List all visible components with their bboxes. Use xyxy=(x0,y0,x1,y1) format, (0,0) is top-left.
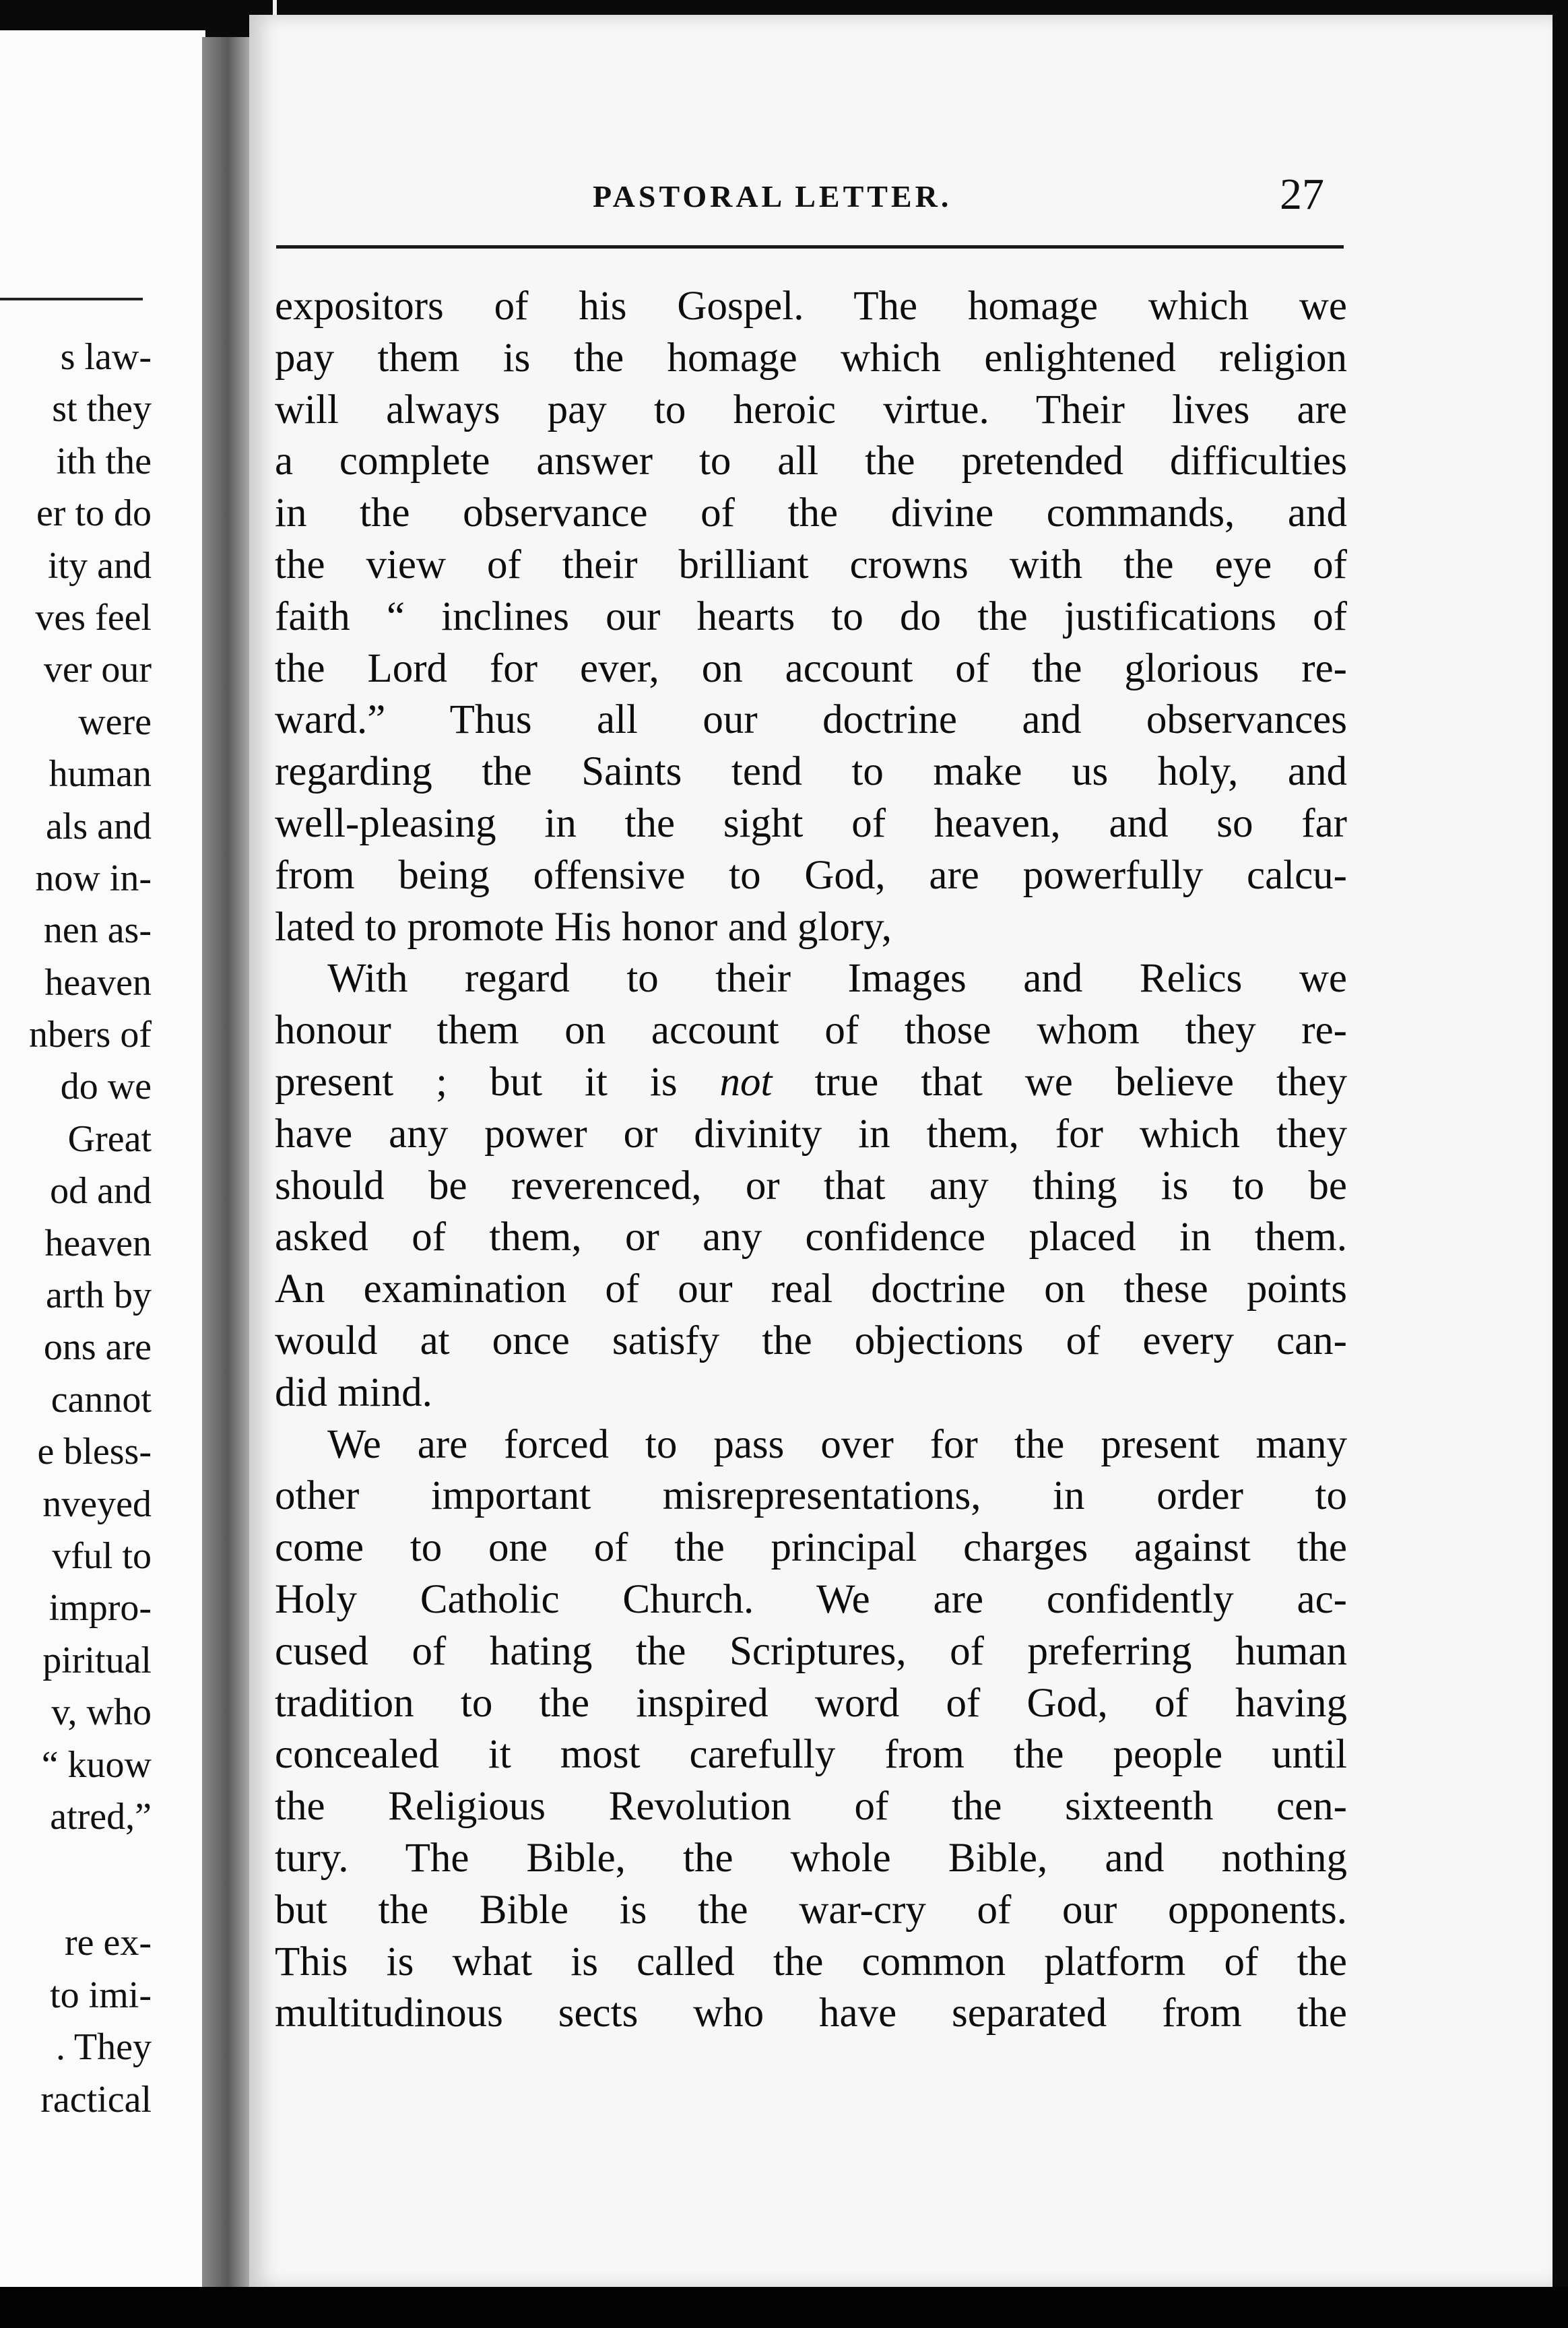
text-line: lated to promote His honor and glory, xyxy=(275,904,892,950)
facing-line: ver our xyxy=(43,649,152,691)
text-line: expositors of his Gospel. The homage which we xyxy=(275,284,1347,329)
header-rule xyxy=(276,245,1344,249)
text-line: the Lord for ever, on account of the glorious re- xyxy=(275,645,1347,691)
text-line: With regard to their Images and Relics we xyxy=(327,956,1347,1002)
text-line: This is what is called the common platform of the xyxy=(275,1939,1347,1984)
facing-line: “ kuow xyxy=(41,1743,152,1786)
facing-line: arth by xyxy=(45,1274,152,1317)
text-line: will always pay to heroic virtue. Their lives are xyxy=(275,387,1347,432)
text-line: have any power or divinity in them, for which they xyxy=(275,1111,1347,1157)
scan-bottom-edge xyxy=(0,2287,1568,2328)
facing-line: atred,” xyxy=(50,1795,152,1838)
text-line: a complete answer to all the pretended difficulties xyxy=(275,439,1347,484)
text-line: other important misrepresentations, in order to xyxy=(275,1473,1347,1519)
facing-line: st they xyxy=(52,388,152,430)
facing-paragraph-gap xyxy=(0,1843,152,1917)
facing-line: v, who xyxy=(51,1691,152,1734)
text-line: Holy Catholic Church. We are confidently ac- xyxy=(275,1576,1347,1622)
text-line: asked of them, or any confidence placed in them. xyxy=(275,1215,1347,1260)
text-line: but the Bible is the war-cry of our opponents. xyxy=(275,1887,1347,1933)
text-line: regarding the Saints tend to make us holy, and xyxy=(275,749,1347,795)
facing-line: nbers of xyxy=(29,1014,152,1056)
page-right xyxy=(249,15,1553,2288)
facing-line: piritual xyxy=(42,1639,152,1681)
facing-line: . They xyxy=(55,2026,152,2069)
facing-line: cannot xyxy=(51,1378,152,1421)
emphasis-not: not xyxy=(719,1059,773,1105)
facing-line: er to do xyxy=(36,492,152,535)
facing-line: heaven xyxy=(44,961,152,1004)
facing-line: now in- xyxy=(35,857,152,899)
text-line-with-emphasis xyxy=(275,1057,1347,1109)
facing-line: od and xyxy=(50,1170,152,1212)
text-line: An examination of our real doctrine on these points xyxy=(275,1266,1347,1312)
facing-line: vful to xyxy=(52,1534,152,1577)
facing-page-head-rule xyxy=(0,298,143,300)
running-head xyxy=(249,170,1553,220)
facing-line: were xyxy=(78,701,152,743)
text-line: ward.” Thus all our doctrine and observances xyxy=(275,697,1347,743)
text-fragment: present ; but it is xyxy=(275,1059,720,1105)
facing-line: e bless- xyxy=(37,1431,152,1473)
text-line: from being offensive to God, are powerfully calcu- xyxy=(275,852,1347,898)
facing-line: do we xyxy=(60,1066,152,1108)
text-line: the Religious Revolution of the sixteenth cen- xyxy=(275,1784,1347,1830)
text-line: honour them on account of those whom they re- xyxy=(275,1008,1347,1054)
text-line: concealed it most carefully from the people until xyxy=(275,1732,1347,1778)
facing-line: re ex- xyxy=(64,1922,152,1964)
facing-line: ith the xyxy=(56,440,152,482)
text-line: in the observance of the divine commands, and xyxy=(275,490,1347,536)
text-line: well-pleasing in the sight of heaven, and so far xyxy=(275,800,1347,846)
text-line: come to one of the principal charges against the xyxy=(275,1525,1347,1571)
running-title: PASTORAL LETTER. xyxy=(593,179,952,214)
text-fragment: true that we believe they xyxy=(772,1059,1347,1105)
facing-line: human xyxy=(48,753,152,796)
facing-page-left xyxy=(0,30,205,2287)
facing-line: ractical xyxy=(40,2078,152,2121)
facing-line: nen as- xyxy=(43,909,152,952)
text-line: multitudinous sects who have separated from the xyxy=(275,1991,1347,2036)
text-line: faith “ inclines our hearts to do the justifications of xyxy=(275,593,1347,639)
text-line: tradition to the inspired word of God, of having xyxy=(275,1680,1347,1726)
text-line: tury. The Bible, the whole Bible, and nothing xyxy=(275,1835,1347,1881)
facing-line: Great xyxy=(67,1118,152,1160)
facing-page-text xyxy=(0,331,152,2126)
text-line: the view of their brilliant crowns with the eye of xyxy=(275,542,1347,587)
text-line: We are forced to pass over for the present many xyxy=(327,1421,1347,1467)
facing-line: heaven xyxy=(44,1222,152,1264)
facing-line: als and xyxy=(45,805,152,847)
text-line: would at once satisfy the objections of every can- xyxy=(275,1318,1347,1363)
text-line: should be reverenced, or that any thing is to be xyxy=(275,1163,1347,1208)
facing-line: impro- xyxy=(48,1587,152,1629)
facing-line: ons are xyxy=(43,1326,152,1369)
facing-line: to imi- xyxy=(50,1974,152,2016)
page-number: 27 xyxy=(1280,170,1324,219)
body-text xyxy=(275,281,1347,2040)
facing-line: ity and xyxy=(48,544,152,587)
facing-line: nveyed xyxy=(42,1483,152,1525)
text-line: did mind. xyxy=(275,1369,432,1415)
facing-line: ves feel xyxy=(35,596,152,639)
text-line: cused of hating the Scriptures, of preferring human xyxy=(275,1628,1347,1674)
facing-line: s law- xyxy=(60,336,152,378)
text-line: pay them is the homage which enlightened religion xyxy=(275,335,1347,381)
